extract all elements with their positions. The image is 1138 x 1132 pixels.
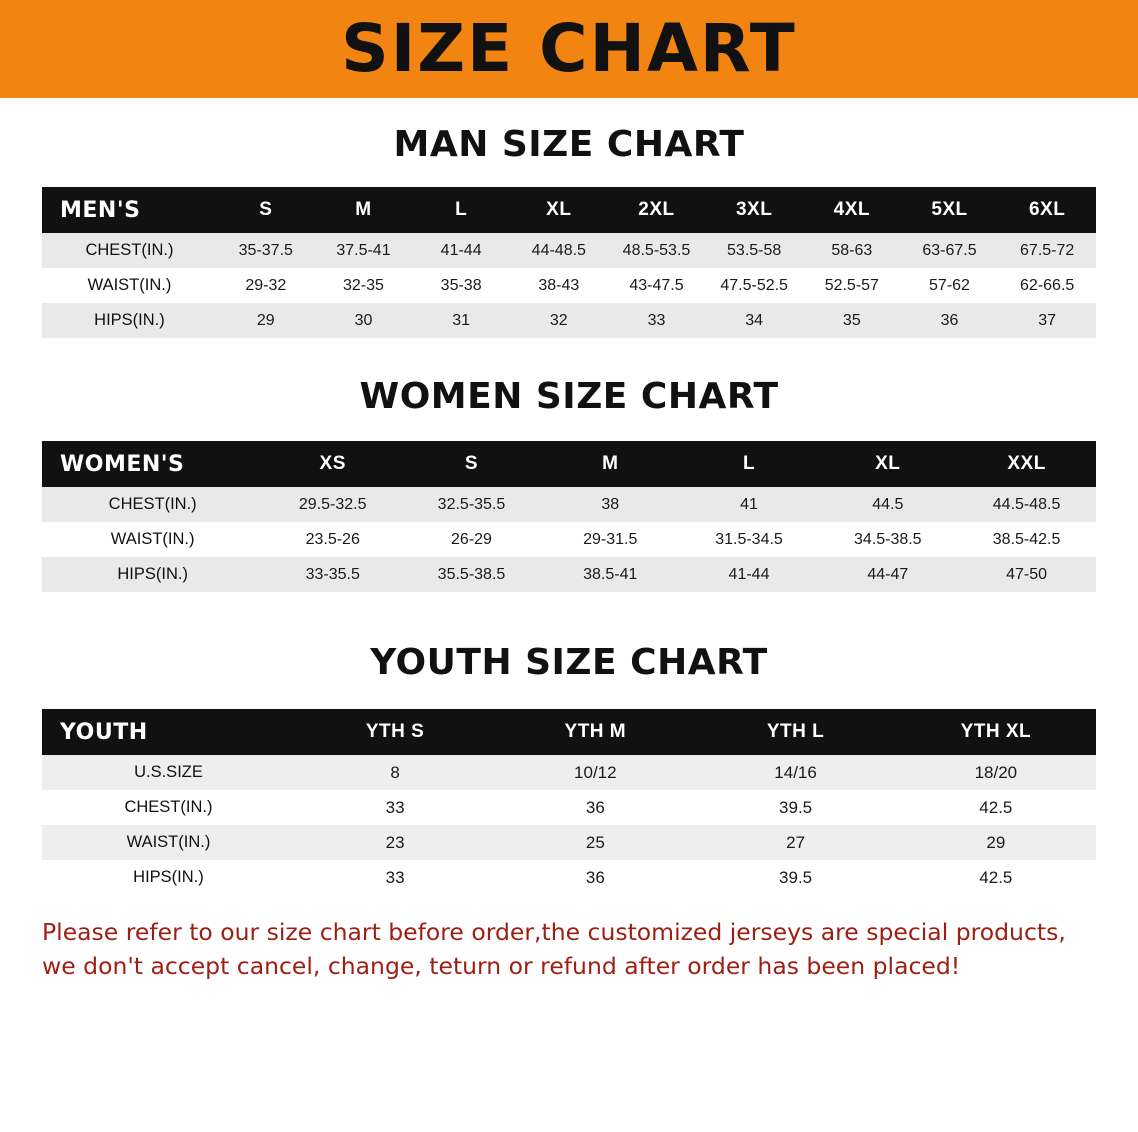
row-label: WAIST(IN.) [42,268,217,303]
cell: 44.5 [818,487,957,522]
cell: 38.5-42.5 [957,522,1096,557]
page-title: SIZE CHART [341,10,797,87]
table-row [42,557,1096,592]
youth-table-wrap [42,709,1096,895]
cell: 36 [495,860,695,895]
cell: 10/12 [495,755,695,790]
cell: 34 [705,303,803,338]
cell: 37 [998,303,1096,338]
table-row [42,790,1096,825]
cell: 35-38 [412,268,510,303]
cell: 33-35.5 [263,557,402,592]
row-label: WAIST(IN.) [42,825,295,860]
col-header-xs: XS [319,453,346,474]
table-row [42,303,1096,338]
man-table-wrap [42,187,1096,338]
col-header-label: WOMEN'S [60,451,185,477]
cell: 8 [295,755,495,790]
row-label: CHEST(IN.) [42,233,217,268]
row-label: U.S.SIZE [42,755,295,790]
cell: 32 [510,303,608,338]
cell: 43-47.5 [608,268,706,303]
women-size-table [42,441,1096,592]
women-section-title: WOMEN SIZE CHART [359,376,779,417]
cell: 29 [217,303,315,338]
cell: 23 [295,825,495,860]
col-header-6xl: 6XL [1028,199,1066,220]
table-row [42,522,1096,557]
cell: 33 [295,790,495,825]
row-label: WAIST(IN.) [42,522,263,557]
col-header-s: S [259,199,273,220]
cell: 52.5-57 [803,268,901,303]
col-header-2xl: 2XL [638,199,675,220]
cell: 42.5 [896,860,1096,895]
table-header-row [42,187,1096,233]
table-row [42,268,1096,303]
cell: 47.5-52.5 [705,268,803,303]
cell: 36 [495,790,695,825]
cell: 67.5-72 [998,233,1096,268]
table-row [42,487,1096,522]
cell: 38.5-41 [541,557,680,592]
col-header-xl: XL [546,199,572,220]
col-header-m: M [602,453,619,474]
table-row [42,233,1096,268]
cell: 39.5 [695,860,895,895]
col-header-l: L [742,453,756,474]
cell: 35-37.5 [217,233,315,268]
cell: 29 [896,825,1096,860]
col-header-yth-xl: YTH XL [960,721,1032,742]
row-label: HIPS(IN.) [42,303,217,338]
col-header-label: YOUTH [60,719,148,745]
disclaimer-line-2: we don't accept cancel, change, teturn or refund after order has been placed! [42,952,961,981]
col-header-yth-m: YTH M [564,721,627,742]
row-label: HIPS(IN.) [42,557,263,592]
cell: 35 [803,303,901,338]
cell: 38-43 [510,268,608,303]
cell: 42.5 [896,790,1096,825]
cell: 48.5-53.5 [608,233,706,268]
cell: 33 [295,860,495,895]
table-row [42,860,1096,895]
cell: 58-63 [803,233,901,268]
cell: 29-32 [217,268,315,303]
col-header-m: M [355,199,372,220]
cell: 18/20 [896,755,1096,790]
cell: 35.5-38.5 [402,557,541,592]
row-label: CHEST(IN.) [42,790,295,825]
row-label: CHEST(IN.) [42,487,263,522]
youth-size-table [42,709,1096,895]
women-table-wrap [42,441,1096,592]
cell: 44-48.5 [510,233,608,268]
col-header-3xl: 3XL [735,199,773,220]
col-header-s: S [464,453,479,474]
col-header-yth-l: YTH L [766,721,825,742]
cell: 41-44 [412,233,510,268]
cell: 57-62 [901,268,999,303]
cell: 31 [412,303,510,338]
cell: 23.5-26 [263,522,402,557]
col-header-label: MEN'S [60,197,141,223]
cell: 44.5-48.5 [957,487,1096,522]
col-header-xxl: XXL [1007,453,1046,474]
man-size-table [42,187,1096,338]
cell: 34.5-38.5 [818,522,957,557]
col-header-4xl: 4XL [833,199,870,220]
table-header-row [42,441,1096,487]
disclaimer-line-1: Please refer to our size chart before order,the customized jerseys are special products, [42,918,1066,946]
cell: 41 [680,487,819,522]
cell: 26-29 [402,522,541,557]
cell: 29-31.5 [541,522,680,557]
cell: 14/16 [695,755,895,790]
cell: 32.5-35.5 [402,487,541,522]
cell: 27 [695,825,895,860]
cell: 37.5-41 [315,233,413,268]
cell: 62-66.5 [998,268,1096,303]
disclaimer-note [42,915,1096,983]
cell: 30 [315,303,413,338]
cell: 44-47 [818,557,957,592]
youth-section-title: YOUTH SIZE CHART [370,642,768,683]
cell: 53.5-58 [705,233,803,268]
col-header-l: L [455,199,468,220]
col-header-5xl: 5XL [931,199,968,220]
man-section-title: MAN SIZE CHART [393,124,745,165]
header-banner [0,0,1138,98]
table-header-row [42,709,1096,755]
col-header-xl: XL [875,453,901,474]
cell: 63-67.5 [901,233,999,268]
cell: 47-50 [957,557,1096,592]
cell: 31.5-34.5 [680,522,819,557]
cell: 38 [541,487,680,522]
cell: 29.5-32.5 [263,487,402,522]
cell: 25 [495,825,695,860]
cell: 39.5 [695,790,895,825]
col-header-yth-s: YTH S [365,721,425,742]
table-row [42,825,1096,860]
cell: 32-35 [315,268,413,303]
table-row [42,755,1096,790]
cell: 36 [901,303,999,338]
cell: 33 [608,303,706,338]
cell: 41-44 [680,557,819,592]
row-label: HIPS(IN.) [42,860,295,895]
